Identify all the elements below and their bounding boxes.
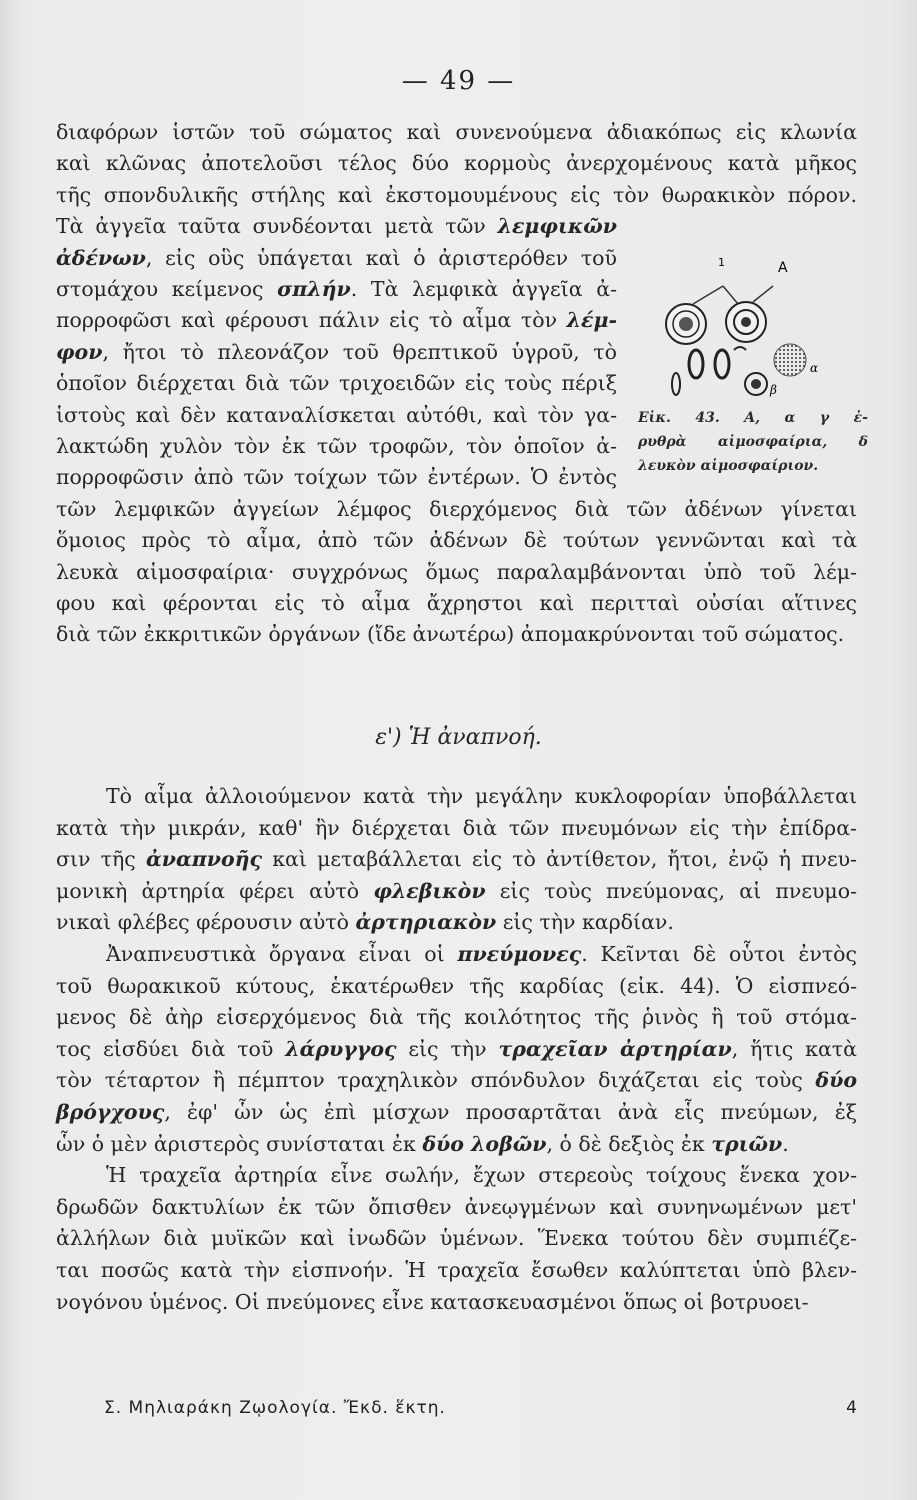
text-segment: . — [782, 1131, 789, 1156]
emphasized-term: βρόγχους — [56, 1100, 165, 1124]
text-line — [56, 588, 857, 618]
text-line — [106, 939, 857, 969]
text-segment: ἱστοὺς καὶ δὲν καταναλίσκεται αὐτόθι, καὶ τὸν γα- — [56, 402, 617, 427]
text-segment: τοῦ θωρακικοῦ κύτους, ἑκατέρωθεν τῆς καρδίας (εἰκ. 44). Ὁ εἰσπνεό- — [56, 973, 857, 998]
footer-signature-number: 4 — [846, 1398, 857, 1418]
text-segment: στομάχου κείμενος — [56, 277, 278, 301]
text-segment: καὶ μεταβάλλεται εἰς τὸ ἀντίθετον, ἤτοι, ἐνῷ ἡ πνευ- — [262, 847, 857, 872]
text-segment: ἀλλήλων διὰ μυϊκῶν καὶ ἰνωδῶν ὑμένων. Ἕνεκα τούτου δὲν συμπιέζε- — [56, 1226, 857, 1251]
text-segment: , ἐφ' ὧν ὡς ἐπὶ μίσχων προσαρτᾶται ἀνὰ εἷς πνεύμων, ἐξ — [164, 1100, 857, 1124]
text-line — [56, 180, 857, 210]
footer-book-title: Σ. Μηλιαράκη Ζῳολογία. Ἔκδ. ἕκτη. — [104, 1398, 446, 1418]
text-line — [56, 494, 857, 524]
figure-label-a: α — [810, 361, 819, 375]
text-segment: , ἤτοι τὸ πλεονάζον τοῦ θρεπτικοῦ ὑγροῦ, τὸ — [102, 339, 617, 364]
text-line — [56, 400, 617, 430]
text-segment: πορροφῶσιν ἀπὸ τῶν τοίχων τῶν ἐντέρων. Ὁ ἐντὸς — [56, 465, 617, 490]
text-segment: Τὰ ἀγγεῖα ταῦτα συνδέονται μετὰ τῶν — [56, 214, 498, 239]
text-line — [106, 1160, 857, 1190]
text-line — [56, 462, 617, 492]
emphasized-term: λέμ- — [566, 308, 617, 333]
text-line — [56, 148, 857, 178]
text-line — [56, 907, 857, 937]
text-segment: μονικὴ ἀρτηρία φέρει αὐτὸ — [56, 878, 374, 903]
figure-label-1: 1 — [718, 256, 725, 269]
text-segment: , ἥτις κατὰ — [731, 1036, 857, 1061]
text-line — [56, 1192, 857, 1222]
text-segment: λευκὰ αἱμοσφαίρια· συγχρόνως ὅμως παραλαμβάνονται ὑπὸ τοῦ λέμ- — [56, 559, 857, 584]
text-segment: καὶ κλῶνας ἀποτελοῦσι τέλος δύο κορμοὺς ἀνερχομένους κατὰ μῆκος — [56, 151, 857, 176]
text-segment: λακτώδη χυλὸν τὸν ἐκ τῶν τροφῶν, τὸν ὁποῖον ἀ- — [56, 434, 617, 458]
text-line — [56, 619, 857, 649]
text-line — [56, 211, 617, 241]
text-segment: δρωδῶν δακτυλίων ἐκ τῶν ὄπισθεν ἀνεῳγμένων καὶ συνηνωμένων μετ' — [56, 1194, 857, 1219]
text-line — [56, 243, 617, 273]
emphasized-term: σπλήν — [277, 277, 351, 301]
text-segment: τος εἰσδύει διὰ τοῦ — [56, 1036, 286, 1061]
text-segment: . Τὰ λεμφικὰ ἀγγεῖα ἀ- — [350, 277, 617, 301]
text-segment: μενος δὲ ἀὴρ εἰσερχόμενος διὰ τῆς κοιλότητος τῆς ῥινὸς ἢ τοῦ στόμα- — [56, 1005, 857, 1030]
emphasized-term: δύο — [815, 1068, 857, 1093]
emphasized-term: δύο λοβῶν — [422, 1131, 547, 1156]
caption-line: ρυθρὰ αἱμοσφαίρια, δ — [638, 434, 868, 450]
text-line — [56, 525, 857, 555]
text-segment: σιν τῆς — [56, 847, 146, 872]
text-line — [56, 876, 857, 906]
text-segment: ε') Ἡ ἀναπνοή. — [375, 725, 542, 750]
text-segment: ὅμοιος πρὸς τὸ αἷμα, ἀπὸ τῶν ἀδένων δὲ τούτων γεννῶνται καὶ τὰ — [56, 528, 857, 553]
figure-label-b: β — [770, 383, 777, 397]
text-line — [56, 337, 617, 367]
text-line — [56, 1034, 857, 1064]
text-line — [56, 557, 857, 587]
text-segment: νικαὶ φλέβες φέρουσιν αὐτὸ — [56, 910, 356, 935]
blood-cells-illustration — [638, 252, 868, 402]
caption-line: Εἰκ. 43. Α, α γ ἐ- — [638, 410, 868, 426]
emphasized-term: φον — [56, 339, 103, 364]
text-line — [56, 274, 617, 304]
emphasized-term: πνεύμονες — [457, 942, 582, 966]
text-segment: Ἡ τραχεῖα ἀρτηρία εἶνε σωλήν, ἔχων στερεοὺς τοίχους ἕνεκα χον- — [106, 1163, 857, 1188]
text-segment: τὸν τέταρτον ἢ πέμπτον τραχηλικὸν σπόνδυλον διχάζεται εἰς τοὺς — [56, 1068, 816, 1093]
text-segment: ται ποσῶς κατὰ τὴν εἰσπνοήν. Ἡ τραχεῖα ἔσωθεν καλύπτεται ὑπὸ βλεν- — [56, 1258, 857, 1282]
text-segment: κατὰ τὴν μικράν, καθ' ἣν διέρχεται διὰ τῶν πνευμόνων εἰς τὴν ἐπίδρα- — [56, 815, 857, 840]
text-segment: , εἰς οὓς ὑπάγεται καὶ ὁ ἀριστερόθεν τοῦ — [145, 245, 617, 270]
text-segment: Τὸ αἷμα ἀλλοιούμενον κατὰ τὴν μεγάλην κυκλοφορίαν ὑποβάλλεται — [106, 784, 857, 808]
text-segment: , ὁ δὲ δεξιὸς ἐκ — [546, 1131, 712, 1156]
text-segment: ὧν ὁ μὲν ἀριστερὸς συνίσταται ἐκ — [56, 1131, 423, 1156]
text-line — [56, 813, 857, 843]
text-line — [56, 117, 857, 147]
text-segment: εἰς τὴν καρδίαν. — [496, 910, 674, 935]
text-line — [56, 431, 617, 461]
emphasized-term: ἀδένων — [56, 245, 146, 270]
emphasized-term: ἀρτηριακὸν — [355, 910, 497, 935]
text-segment: πορροφῶσι καὶ φέρουσι πάλιν εἰς τὸ αἷμα τὸν — [56, 308, 567, 333]
emphasized-term: τραχεῖαν ἀρτηρίαν — [498, 1036, 732, 1061]
text-line — [56, 1223, 857, 1253]
page-number: — 49 — — [401, 66, 516, 96]
emphasized-term: λεμφικῶν — [497, 214, 617, 239]
text-line — [56, 844, 857, 874]
text-segment: τῆς σπονδυλικῆς στήλης καὶ ἐκστομουμένους εἰς τὸν θωρακικὸν πόρον. — [56, 182, 857, 207]
text-line — [56, 971, 857, 1001]
caption-line: λευκὸν αἱμοσφαίριον. — [638, 458, 819, 474]
text-line — [56, 1129, 857, 1159]
text-line — [106, 781, 857, 811]
text-segment: εἰς τὴν — [396, 1036, 499, 1061]
text-line — [56, 1287, 857, 1317]
text-line — [56, 1065, 857, 1095]
text-segment: νογόνου ὑμένος. Οἱ πνεύμονες εἶνε κατασκευασμένοι ὅπως οἱ βοτρυοει- — [56, 1289, 809, 1314]
text-segment: διὰ τῶν ἐκκριτικῶν ὀργάνων (ἴδε ἀνωτέρω) ἀπομακρύνονται τοῦ σώματος. — [56, 622, 845, 647]
text-segment: εἰς τοὺς πνεύμονας, αἱ πνευμο- — [485, 878, 858, 903]
text-line — [56, 368, 617, 398]
emphasized-term: τριῶν — [711, 1131, 783, 1156]
text-line — [56, 1002, 857, 1032]
text-line — [56, 1255, 857, 1285]
emphasized-term: ἀναπνοῆς — [145, 847, 263, 872]
text-line — [56, 1097, 857, 1127]
text-line — [56, 305, 617, 335]
emphasized-term: λάρυγγος — [285, 1036, 397, 1061]
text-segment: διαφόρων ἱστῶν τοῦ σώματος καὶ συνενούμενα ἀδιακόπως εἰς κλωνία — [56, 120, 857, 144]
text-segment: Ἀναπνευστικὰ ὄργανα εἶναι οἱ — [106, 942, 458, 966]
text-segment: φου καὶ φέρονται εἰς τὸ αἷμα ἄχρηστοι καὶ περιτταὶ οὐσίαι αἵτινες — [56, 591, 857, 615]
text-segment: ὁποῖον διέρχεται διὰ τῶν τριχοειδῶν εἰς τοὺς πέριξ — [56, 371, 617, 396]
emphasized-term: φλεβικὸν — [373, 878, 486, 903]
page-footer — [56, 1398, 857, 1428]
figure-label-A: A — [778, 260, 788, 276]
text-segment: τῶν λεμφικῶν ἀγγείων λέμφος διερχόμενος διὰ τῶν ἀδένων γίνεται — [56, 496, 857, 521]
section-heading — [0, 723, 917, 753]
text-segment: . Κεῖνται δὲ οὗτοι ἐντὸς — [581, 942, 857, 966]
